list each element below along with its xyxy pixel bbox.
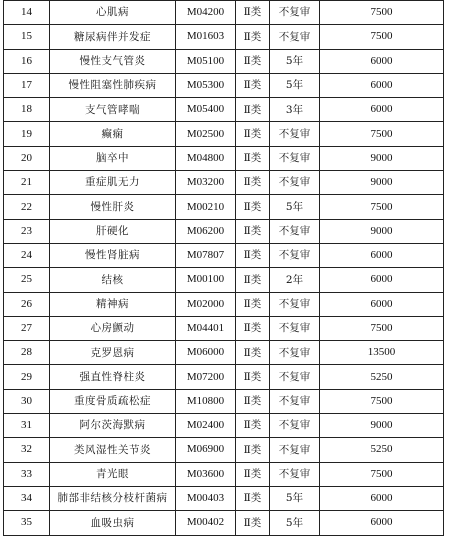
disease-code-cell: M00210 <box>176 195 236 219</box>
disease-code-cell: M04401 <box>176 316 236 340</box>
disease-code-cell: M10800 <box>176 389 236 413</box>
row-number-cell: 23 <box>4 219 50 243</box>
amount-cell: 6000 <box>320 98 444 122</box>
category-cell: Ⅱ类 <box>236 268 270 292</box>
category-cell: Ⅱ类 <box>236 243 270 267</box>
disease-name-cell: 阿尔茨海默病 <box>50 414 176 438</box>
review-period-cell: 不复审 <box>270 365 320 389</box>
table-body <box>4 1 444 536</box>
review-period-cell: 5年 <box>270 73 320 97</box>
disease-code-cell: M00403 <box>176 486 236 510</box>
category-cell: Ⅱ类 <box>236 511 270 535</box>
disease-code-cell: M02000 <box>176 292 236 316</box>
review-period-cell: 5年 <box>270 511 320 535</box>
disease-name-cell: 强直性脊柱炎 <box>50 365 176 389</box>
amount-cell: 9000 <box>320 414 444 438</box>
table-row <box>4 389 444 413</box>
review-period-cell: 5年 <box>270 49 320 73</box>
category-cell: Ⅱ类 <box>236 98 270 122</box>
row-number-cell: 18 <box>4 98 50 122</box>
review-period-cell: 不复审 <box>270 171 320 195</box>
amount-cell: 7500 <box>320 25 444 49</box>
disease-name-cell: 精神病 <box>50 292 176 316</box>
category-cell: Ⅱ类 <box>236 486 270 510</box>
table-row <box>4 462 444 486</box>
disease-name-cell: 青光眼 <box>50 462 176 486</box>
disease-code-cell: M07200 <box>176 365 236 389</box>
disease-name-cell: 慢性阻塞性肺疾病 <box>50 73 176 97</box>
category-cell: Ⅱ类 <box>236 219 270 243</box>
table-row <box>4 268 444 292</box>
table-row <box>4 341 444 365</box>
category-cell: Ⅱ类 <box>236 292 270 316</box>
disease-code-cell: M04200 <box>176 1 236 25</box>
disease-name-cell: 癫痫 <box>50 122 176 146</box>
review-period-cell: 不复审 <box>270 316 320 340</box>
amount-cell: 7500 <box>320 389 444 413</box>
table-row <box>4 243 444 267</box>
amount-cell: 9000 <box>320 171 444 195</box>
table-row <box>4 219 444 243</box>
disease-name-cell: 结核 <box>50 268 176 292</box>
row-number-cell: 30 <box>4 389 50 413</box>
review-period-cell: 3年 <box>270 98 320 122</box>
table-row <box>4 1 444 25</box>
category-cell: Ⅱ类 <box>236 316 270 340</box>
table-row <box>4 98 444 122</box>
category-cell: Ⅱ类 <box>236 438 270 462</box>
disease-code-cell: M04800 <box>176 146 236 170</box>
disease-name-cell: 慢性支气管炎 <box>50 49 176 73</box>
review-period-cell: 不复审 <box>270 25 320 49</box>
disease-name-cell: 克罗恩病 <box>50 341 176 365</box>
table-row <box>4 365 444 389</box>
amount-cell: 7500 <box>320 122 444 146</box>
table-row <box>4 25 444 49</box>
category-cell: Ⅱ类 <box>236 414 270 438</box>
row-number-cell: 27 <box>4 316 50 340</box>
disease-code-cell: M02400 <box>176 414 236 438</box>
category-cell: Ⅱ类 <box>236 122 270 146</box>
row-number-cell: 15 <box>4 25 50 49</box>
row-number-cell: 29 <box>4 365 50 389</box>
category-cell: Ⅱ类 <box>236 365 270 389</box>
amount-cell: 6000 <box>320 268 444 292</box>
amount-cell: 7500 <box>320 462 444 486</box>
disease-name-cell: 支气管哮喘 <box>50 98 176 122</box>
table-row <box>4 73 444 97</box>
disease-name-cell: 重症肌无力 <box>50 171 176 195</box>
disease-code-cell: M00402 <box>176 511 236 535</box>
row-number-cell: 21 <box>4 171 50 195</box>
row-number-cell: 20 <box>4 146 50 170</box>
review-period-cell: 不复审 <box>270 341 320 365</box>
category-cell: Ⅱ类 <box>236 25 270 49</box>
amount-cell: 6000 <box>320 486 444 510</box>
review-period-cell: 不复审 <box>270 292 320 316</box>
disease-name-cell: 血吸虫病 <box>50 511 176 535</box>
amount-cell: 7500 <box>320 195 444 219</box>
category-cell: Ⅱ类 <box>236 171 270 195</box>
table-row <box>4 414 444 438</box>
review-period-cell: 不复审 <box>270 389 320 413</box>
row-number-cell: 35 <box>4 511 50 535</box>
review-period-cell: 不复审 <box>270 438 320 462</box>
row-number-cell: 22 <box>4 195 50 219</box>
row-number-cell: 16 <box>4 49 50 73</box>
amount-cell: 6000 <box>320 73 444 97</box>
disease-code-cell: M05400 <box>176 98 236 122</box>
category-cell: Ⅱ类 <box>236 1 270 25</box>
disease-table-container <box>3 0 444 536</box>
disease-name-cell: 肺部非结核分枝杆菌病 <box>50 486 176 510</box>
disease-code-cell: M05300 <box>176 73 236 97</box>
row-number-cell: 32 <box>4 438 50 462</box>
amount-cell: 5250 <box>320 438 444 462</box>
review-period-cell: 不复审 <box>270 122 320 146</box>
review-period-cell: 不复审 <box>270 414 320 438</box>
disease-code-cell: M03600 <box>176 462 236 486</box>
disease-code-cell: M01603 <box>176 25 236 49</box>
amount-cell: 9000 <box>320 219 444 243</box>
row-number-cell: 34 <box>4 486 50 510</box>
review-period-cell: 5年 <box>270 486 320 510</box>
disease-code-cell: M06200 <box>176 219 236 243</box>
row-number-cell: 33 <box>4 462 50 486</box>
table-row <box>4 438 444 462</box>
amount-cell: 7500 <box>320 1 444 25</box>
disease-name-cell: 心肌病 <box>50 1 176 25</box>
row-number-cell: 17 <box>4 73 50 97</box>
amount-cell: 6000 <box>320 511 444 535</box>
table-row <box>4 292 444 316</box>
review-period-cell: 不复审 <box>270 1 320 25</box>
table-row <box>4 171 444 195</box>
disease-code-cell: M00100 <box>176 268 236 292</box>
disease-name-cell: 类风湿性关节炎 <box>50 438 176 462</box>
review-period-cell: 不复审 <box>270 146 320 170</box>
disease-name-cell: 重度骨质疏松症 <box>50 389 176 413</box>
review-period-cell: 5年 <box>270 195 320 219</box>
row-number-cell: 25 <box>4 268 50 292</box>
table-row <box>4 49 444 73</box>
disease-name-cell: 脑卒中 <box>50 146 176 170</box>
row-number-cell: 24 <box>4 243 50 267</box>
disease-name-cell: 慢性肝炎 <box>50 195 176 219</box>
disease-code-cell: M06000 <box>176 341 236 365</box>
amount-cell: 6000 <box>320 49 444 73</box>
table-row <box>4 122 444 146</box>
table-row <box>4 486 444 510</box>
category-cell: Ⅱ类 <box>236 389 270 413</box>
row-number-cell: 28 <box>4 341 50 365</box>
row-number-cell: 14 <box>4 1 50 25</box>
disease-name-cell: 慢性肾脏病 <box>50 243 176 267</box>
category-cell: Ⅱ类 <box>236 462 270 486</box>
disease-table <box>3 0 444 536</box>
table-row <box>4 316 444 340</box>
disease-code-cell: M02500 <box>176 122 236 146</box>
amount-cell: 9000 <box>320 146 444 170</box>
amount-cell: 6000 <box>320 292 444 316</box>
table-row <box>4 195 444 219</box>
disease-code-cell: M03200 <box>176 171 236 195</box>
amount-cell: 5250 <box>320 365 444 389</box>
row-number-cell: 19 <box>4 122 50 146</box>
disease-name-cell: 心房颤动 <box>50 316 176 340</box>
review-period-cell: 不复审 <box>270 243 320 267</box>
review-period-cell: 不复审 <box>270 219 320 243</box>
disease-code-cell: M06900 <box>176 438 236 462</box>
review-period-cell: 不复审 <box>270 462 320 486</box>
amount-cell: 13500 <box>320 341 444 365</box>
category-cell: Ⅱ类 <box>236 146 270 170</box>
category-cell: Ⅱ类 <box>236 341 270 365</box>
amount-cell: 6000 <box>320 243 444 267</box>
category-cell: Ⅱ类 <box>236 73 270 97</box>
review-period-cell: 2年 <box>270 268 320 292</box>
row-number-cell: 26 <box>4 292 50 316</box>
table-row <box>4 146 444 170</box>
disease-code-cell: M07807 <box>176 243 236 267</box>
disease-code-cell: M05100 <box>176 49 236 73</box>
disease-name-cell: 糖尿病伴并发症 <box>50 25 176 49</box>
disease-name-cell: 肝硬化 <box>50 219 176 243</box>
amount-cell: 7500 <box>320 316 444 340</box>
row-number-cell: 31 <box>4 414 50 438</box>
category-cell: Ⅱ类 <box>236 195 270 219</box>
table-row <box>4 511 444 535</box>
category-cell: Ⅱ类 <box>236 49 270 73</box>
